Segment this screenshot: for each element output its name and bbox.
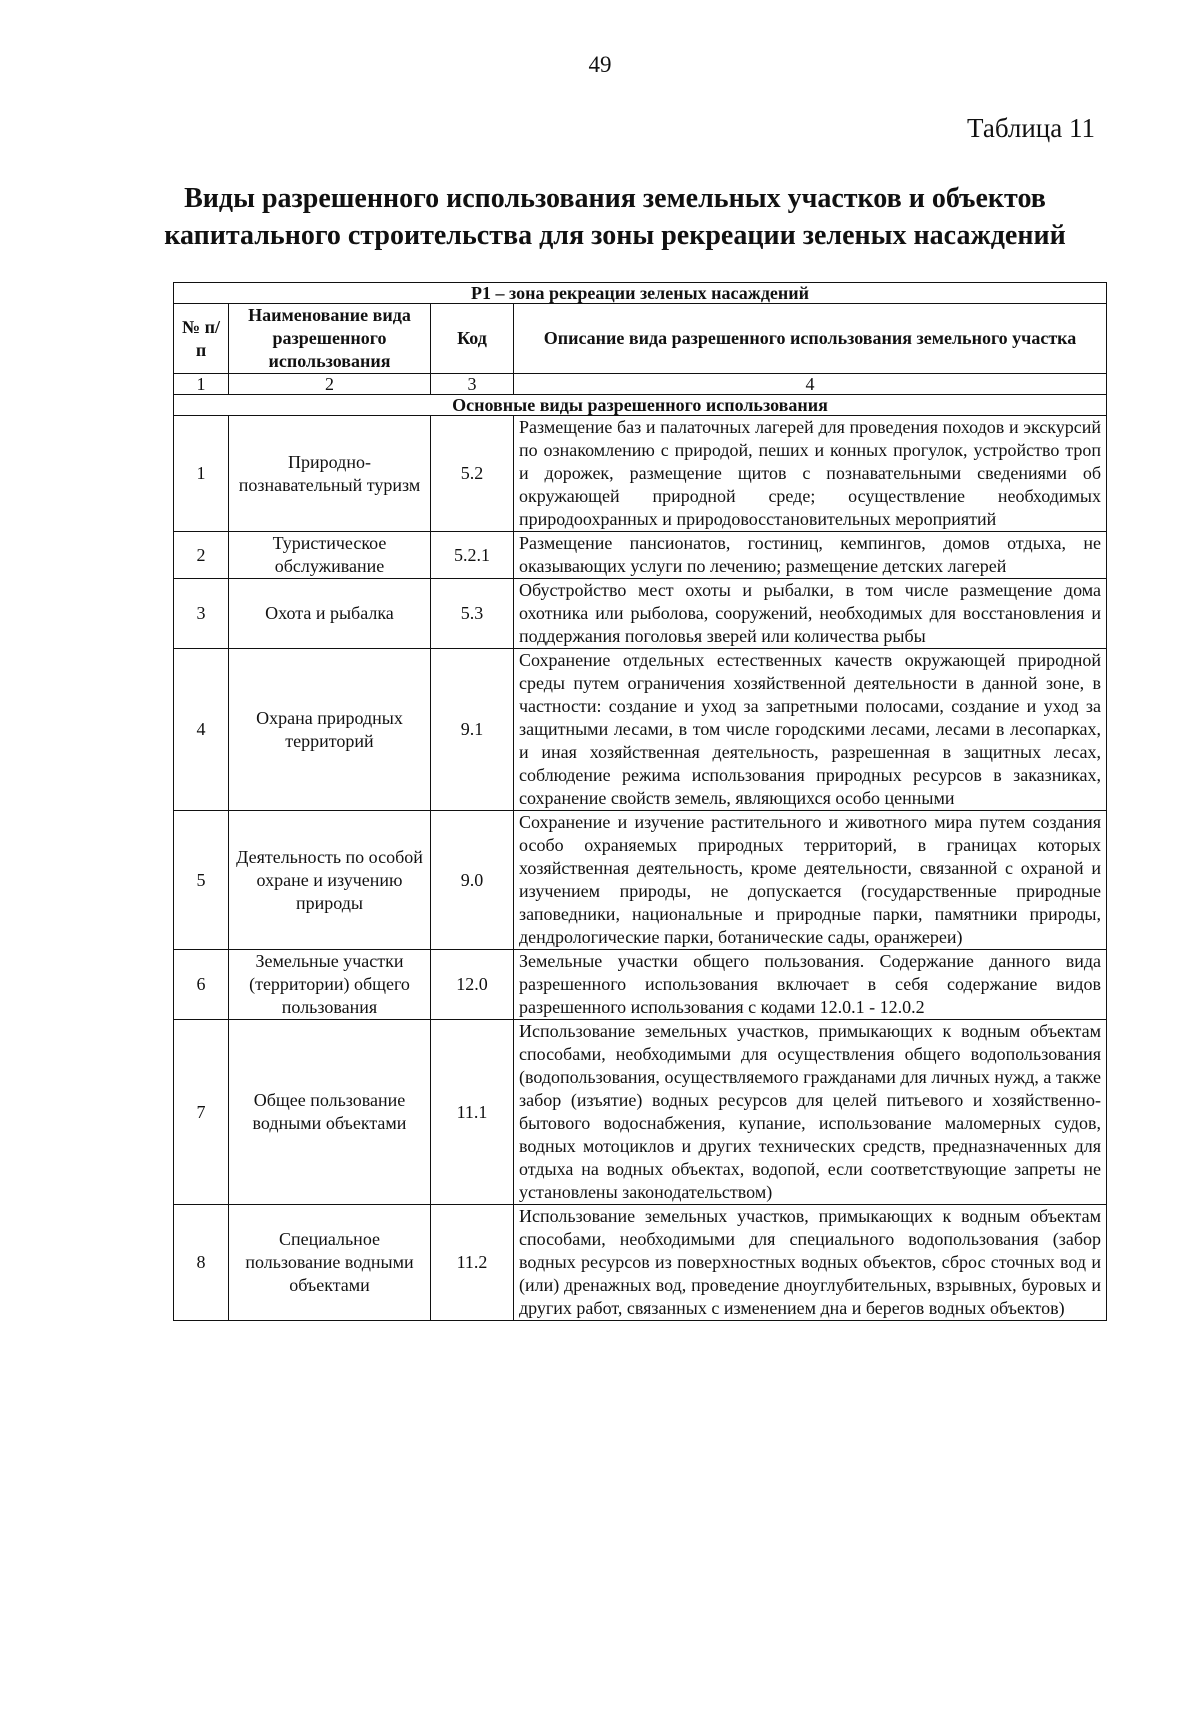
row-name: Земельные участки (территории) общего пользования (229, 950, 431, 1020)
row-number: 7 (174, 1020, 229, 1205)
row-number: 1 (174, 416, 229, 532)
row-number: 3 (174, 579, 229, 649)
row-name: Охрана природных территорий (229, 649, 431, 811)
row-number: 5 (174, 811, 229, 950)
column-number: 1 (174, 374, 229, 395)
section-title: Основные виды разрешенного использования (174, 395, 1107, 416)
row-code: 9.0 (431, 811, 514, 950)
header-num: № п/п (174, 304, 229, 374)
row-name: Туристическое обслуживание (229, 532, 431, 579)
row-name: Деятельность по особой охране и изучению природы (229, 811, 431, 950)
row-code: 5.2.1 (431, 532, 514, 579)
row-code: 11.1 (431, 1020, 514, 1205)
header-row (174, 304, 1107, 374)
row-number: 8 (174, 1205, 229, 1321)
row-code: 5.3 (431, 579, 514, 649)
row-code: 11.2 (431, 1205, 514, 1321)
row-name: Охота и рыбалка (229, 579, 431, 649)
table-row (174, 1205, 1107, 1321)
document-title-line-2: капитального строительства для зоны рекреации зеленых насаждений (164, 220, 1066, 251)
row-description: Использование земельных участков, примыкающих к водным объектам способами, необходимыми для осуществления общего водопользования (водопользования, осуществляемого гражданами для личных нужд, а также забор (изъятие) водных ресурсов для целей питьевого и хозяйственно-бытового водоснабжения, купание, использование маломерных судов, водных мотоциклов и других технических средств, предназначенных для отдыха на водных объектах, водопой, если соответствующие запреты не установлены законодательством) (514, 1020, 1107, 1205)
row-name: Специальное пользование водными объектами (229, 1205, 431, 1321)
row-description: Земельные участки общего пользования. Содержание данного вида разрешенного использования включает в себя содержание видов разрешенного использования с кодами 12.0.1 - 12.0.2 (514, 950, 1107, 1020)
row-name: Природно-познавательный туризм (229, 416, 431, 532)
document-title (140, 180, 1090, 254)
table-row (174, 649, 1107, 811)
row-description: Размещение пансионатов, гостиниц, кемпингов, домов отдыха, не оказывающих услуги по лечению; размещение детских лагерей (514, 532, 1107, 579)
header-desc: Описание вида разрешенного использования земельного участка (514, 304, 1107, 374)
row-number: 2 (174, 532, 229, 579)
row-description: Размещение баз и палаточных лагерей для проведения походов и экскурсий по ознакомлению с природой, пеших и конных прогулок, устройство троп и дорожек, размещение щитов с познавательными сведениями об окружающей природной среде; осуществление необходимых природоохранных и природовосстановительных мероприятий (514, 416, 1107, 532)
row-name: Общее пользование водными объектами (229, 1020, 431, 1205)
row-number: 4 (174, 649, 229, 811)
zone-title: Р1 – зона рекреации зеленых насаждений (174, 283, 1107, 304)
table-label: Таблица 11 (967, 113, 1095, 143)
page-number: 49 (588, 52, 612, 77)
table-row (174, 532, 1107, 579)
row-description: Использование земельных участков, примыкающих к водным объектам способами, необходимыми для специального водопользования (забор водных ресурсов из поверхностных водных объектов, сброс сточных вод и (или) дренажных вод, проведение дноуглубительных, взрывных, буровых и других работ, связанных с изменением дна и берегов водных объектов) (514, 1205, 1107, 1321)
table-row (174, 1020, 1107, 1205)
column-number-row (174, 374, 1107, 395)
header-name: Наименование вида разрешенного использования (229, 304, 431, 374)
zone-title-row (174, 283, 1107, 304)
section-title-row (174, 395, 1107, 416)
table-row (174, 811, 1107, 950)
row-code: 12.0 (431, 950, 514, 1020)
row-description: Сохранение и изучение растительного и животного мира путем создания особо охраняемых природных территорий, в границах которых хозяйственная деятельность, кроме деятельности, связанной с охраной и изучением природы, не допускается (государственные природные заповедники, национальные и природные парки, памятники природы, дендрологические парки, ботанические сады, оранжереи) (514, 811, 1107, 950)
column-number: 4 (514, 374, 1107, 395)
row-number: 6 (174, 950, 229, 1020)
document-title-line-1: Виды разрешенного использования земельных участков и объектов (184, 183, 1046, 214)
column-number: 3 (431, 374, 514, 395)
row-description: Сохранение отдельных естественных качеств окружающей природной среды путем ограничения хозяйственной деятельности в данной зоне, в частности: создание и уход за запретными полосами, создание и уход за защитными лесами, в том числе городскими лесами, лесами в лесопарках, и иная хозяйственная деятельность, разрешенная в защитных лесах, соблюдение режима использования природных ресурсов в заказниках, сохранение свойств земель, являющихся особо ценными (514, 649, 1107, 811)
land-use-table (173, 282, 1107, 1321)
row-code: 5.2 (431, 416, 514, 532)
row-description: Обустройство мест охоты и рыбалки, в том числе размещение дома охотника или рыболова, сооружений, необходимых для восстановления и поддержания поголовья зверей или количества рыбы (514, 579, 1107, 649)
table-row (174, 950, 1107, 1020)
table-row (174, 579, 1107, 649)
header-code: Код (431, 304, 514, 374)
row-code: 9.1 (431, 649, 514, 811)
column-number: 2 (229, 374, 431, 395)
table-row (174, 416, 1107, 532)
